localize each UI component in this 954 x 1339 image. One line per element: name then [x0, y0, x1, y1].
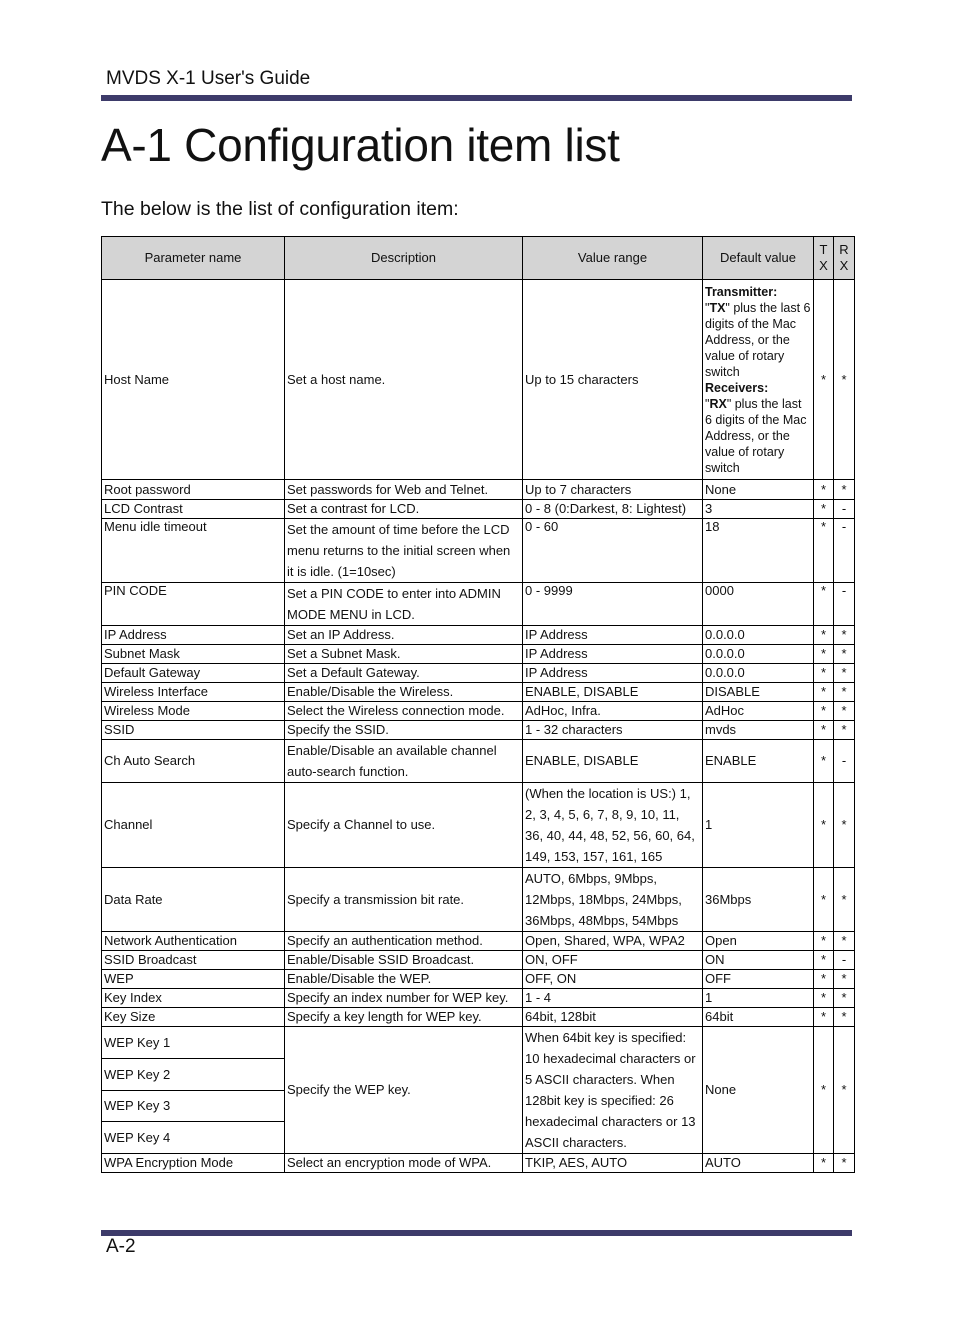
document-header-title: MVDS X-1 User's Guide [106, 68, 311, 89]
cell-rx: * [834, 868, 855, 932]
cell-param: WEP Key 3 [102, 1091, 285, 1122]
cell-default: Transmitter: "TX" plus the last 6 digits of the Mac Address, or the value of rotary switch Receivers: "RX" plus the last 6 digits of the Mac Address, or the value of rotary switch [703, 280, 814, 480]
cell-param: WEP Key 4 [102, 1122, 285, 1154]
header-parameter-name: Parameter name [102, 237, 285, 280]
cell-range: ENABLE, DISABLE [523, 683, 703, 702]
cell-tx: * [814, 932, 834, 951]
cell-param: Default Gateway [102, 664, 285, 683]
cell-default: 36Mbps [703, 868, 814, 932]
cell-tx: * [814, 645, 834, 664]
header-tx [814, 237, 834, 280]
cell-range: AdHoc, Infra. [523, 702, 703, 721]
cell-rx: * [834, 280, 855, 480]
cell-range: TKIP, AES, AUTO [523, 1154, 703, 1173]
table-row [102, 783, 855, 868]
header-value-range: Value range [523, 237, 703, 280]
cell-default: DISABLE [703, 683, 814, 702]
cell-rx: - [834, 740, 855, 783]
cell-tx: * [814, 280, 834, 480]
configuration-table [101, 236, 855, 1173]
cell-param: LCD Contrast [102, 500, 285, 519]
cell-param: WPA Encryption Mode [102, 1154, 285, 1173]
cell-desc: Set a Default Gateway. [285, 664, 523, 683]
cell-range: 1 - 32 characters [523, 721, 703, 740]
cell-range: IP Address [523, 626, 703, 645]
cell-param: Menu idle timeout [102, 519, 285, 583]
table-row [102, 951, 855, 970]
cell-rx: * [834, 989, 855, 1008]
table-row [102, 583, 855, 626]
cell-rx: - [834, 951, 855, 970]
cell-param: Channel [102, 783, 285, 868]
cell-desc: Enable/Disable the WEP. [285, 970, 523, 989]
cell-tx: * [814, 683, 834, 702]
footer-rule [101, 1230, 852, 1236]
cell-param: Key Size [102, 1008, 285, 1027]
cell-default: None [703, 1027, 814, 1154]
cell-default: 1 [703, 989, 814, 1008]
cell-param: Wireless Interface [102, 683, 285, 702]
cell-default: OFF [703, 970, 814, 989]
cell-range: 1 - 4 [523, 989, 703, 1008]
cell-default: 64bit [703, 1008, 814, 1027]
cell-rx: - [834, 583, 855, 626]
table-row [102, 721, 855, 740]
cell-desc: Set passwords for Web and Telnet. [285, 480, 523, 500]
cell-tx: * [814, 664, 834, 683]
cell-desc: Specify a key length for WEP key. [285, 1008, 523, 1027]
cell-tx: * [814, 702, 834, 721]
cell-range: 0 - 8 (0:Darkest, 8: Lightest) [523, 500, 703, 519]
cell-rx: * [834, 480, 855, 500]
table-row [102, 702, 855, 721]
cell-range: IP Address [523, 645, 703, 664]
cell-rx: * [834, 721, 855, 740]
cell-param: Network Authentication [102, 932, 285, 951]
cell-tx: * [814, 500, 834, 519]
transmitter-text: " plus the last 6 digits of the Mac Address, or the value of rotary switch [705, 300, 811, 379]
intro-text: The below is the list of configuration item: [101, 198, 459, 220]
table-row [102, 970, 855, 989]
cell-tx: * [814, 783, 834, 868]
cell-desc: Specify a transmission bit rate. [285, 868, 523, 932]
cell-tx: * [814, 721, 834, 740]
table-row [102, 519, 855, 583]
header-tx-letter-t: T [819, 242, 828, 258]
cell-rx: * [834, 783, 855, 868]
cell-default: AUTO [703, 1154, 814, 1173]
cell-param: Ch Auto Search [102, 740, 285, 783]
cell-tx: * [814, 480, 834, 500]
cell-default: 0.0.0.0 [703, 626, 814, 645]
cell-param: Host Name [102, 280, 285, 480]
table-rows [102, 480, 855, 1027]
header-rule [101, 95, 852, 101]
table-row [102, 683, 855, 702]
cell-param: SSID Broadcast [102, 951, 285, 970]
cell-desc: Set a PIN CODE to enter into ADMIN MODE MENU in LCD. [285, 583, 523, 626]
cell-tx: * [814, 583, 834, 626]
cell-tx: * [814, 1027, 834, 1154]
cell-tx: * [814, 626, 834, 645]
table-row [102, 664, 855, 683]
header-rx [834, 237, 855, 280]
cell-param: Data Rate [102, 868, 285, 932]
cell-tx: * [814, 868, 834, 932]
header-rx-letter-r: R [839, 242, 849, 258]
table-row [102, 932, 855, 951]
table-row [102, 1154, 855, 1173]
cell-desc: Enable/Disable SSID Broadcast. [285, 951, 523, 970]
cell-default: AdHoc [703, 702, 814, 721]
cell-param: Key Index [102, 989, 285, 1008]
cell-desc: Specify the WEP key. [285, 1027, 523, 1154]
cell-range: ENABLE, DISABLE [523, 740, 703, 783]
cell-tx: * [814, 989, 834, 1008]
cell-range: (When the location is US:) 1, 2, 3, 4, 5, 6, 7, 8, 9, 10, 11, 36, 40, 44, 48, 52, 56, 60, 64, 149, 153, 157, 161, 165 [523, 783, 703, 868]
cell-range: ON, OFF [523, 951, 703, 970]
cell-range: IP Address [523, 664, 703, 683]
cell-desc: Set a Subnet Mask. [285, 645, 523, 664]
cell-rx: * [834, 932, 855, 951]
cell-rx: * [834, 1008, 855, 1027]
cell-range: When 64bit key is specified: 10 hexadecimal characters or 5 ASCII characters. When 128bit key is specified: 26 hexadecimal characters or 13 ASCII characters. [523, 1027, 703, 1154]
table-row [102, 1008, 855, 1027]
cell-range: 0 - 9999 [523, 583, 703, 626]
cell-rx: * [834, 1154, 855, 1173]
cell-param: WEP Key 1 [102, 1027, 285, 1059]
tx-prefix: TX [709, 300, 726, 315]
table-header-row [102, 237, 855, 280]
cell-tx: * [814, 1008, 834, 1027]
rx-prefix: RX [709, 396, 727, 411]
cell-default: ON [703, 951, 814, 970]
cell-desc: Set a host name. [285, 280, 523, 480]
cell-default: mvds [703, 721, 814, 740]
cell-range: 0 - 60 [523, 519, 703, 583]
cell-range: Up to 15 characters [523, 280, 703, 480]
cell-rx: * [834, 702, 855, 721]
page-title: A-1 Configuration item list [101, 119, 620, 171]
cell-tx: * [814, 1154, 834, 1173]
cell-desc: Enable/Disable an available channel auto-search function. [285, 740, 523, 783]
cell-range: 64bit, 128bit [523, 1008, 703, 1027]
table-row [102, 626, 855, 645]
receivers-label: Receivers: [705, 380, 769, 395]
cell-desc: Enable/Disable the Wireless. [285, 683, 523, 702]
cell-default: 3 [703, 500, 814, 519]
header-default-value: Default value [703, 237, 814, 280]
table-row [102, 989, 855, 1008]
cell-desc: Specify the SSID. [285, 721, 523, 740]
cell-desc: Specify an index number for WEP key. [285, 989, 523, 1008]
receivers-text: " plus the last 6 digits of the Mac Address, or the value of rotary switch [705, 396, 807, 475]
cell-param: Wireless Mode [102, 702, 285, 721]
cell-range: Open, Shared, WPA, WPA2 [523, 932, 703, 951]
header-tx-letter-x: X [819, 258, 828, 273]
cell-desc: Set a contrast for LCD. [285, 500, 523, 519]
cell-tx: * [814, 951, 834, 970]
page-number: A-2 [106, 1236, 136, 1257]
cell-desc: Specify an authentication method. [285, 932, 523, 951]
table-row [102, 645, 855, 664]
cell-param: IP Address [102, 626, 285, 645]
cell-param: WEP Key 2 [102, 1059, 285, 1091]
cell-rx: * [834, 970, 855, 989]
transmitter-label: Transmitter: [705, 284, 778, 299]
cell-desc: Specify a Channel to use. [285, 783, 523, 868]
cell-desc: Select the Wireless connection mode. [285, 702, 523, 721]
cell-tx: * [814, 970, 834, 989]
cell-rx: * [834, 664, 855, 683]
cell-range: Up to 7 characters [523, 480, 703, 500]
cell-tx: * [814, 740, 834, 783]
cell-range: AUTO, 6Mbps, 9Mbps, 12Mbps, 18Mbps, 24Mbps, 36Mbps, 48Mbps, 54Mbps [523, 868, 703, 932]
cell-rx: * [834, 626, 855, 645]
cell-default: 18 [703, 519, 814, 583]
cell-rx: * [834, 645, 855, 664]
cell-param: WEP [102, 970, 285, 989]
cell-param: PIN CODE [102, 583, 285, 626]
cell-rx: - [834, 519, 855, 583]
cell-default: 1 [703, 783, 814, 868]
cell-desc: Select an encryption mode of WPA. [285, 1154, 523, 1173]
cell-default: 0000 [703, 583, 814, 626]
cell-default: 0.0.0.0 [703, 664, 814, 683]
cell-param: SSID [102, 721, 285, 740]
cell-rx: * [834, 1027, 855, 1154]
cell-default: None [703, 480, 814, 500]
cell-default: 0.0.0.0 [703, 645, 814, 664]
header-rx-letter-x: X [839, 258, 849, 273]
table-row [102, 1027, 855, 1059]
header-description: Description [285, 237, 523, 280]
cell-default: ENABLE [703, 740, 814, 783]
cell-rx: * [834, 683, 855, 702]
cell-param: Subnet Mask [102, 645, 285, 664]
cell-default: Open [703, 932, 814, 951]
table-row [102, 500, 855, 519]
cell-range: OFF, ON [523, 970, 703, 989]
cell-tx: * [814, 519, 834, 583]
table-row [102, 868, 855, 932]
cell-desc: Set an IP Address. [285, 626, 523, 645]
table-row [102, 740, 855, 783]
table-row [102, 480, 855, 500]
cell-rx: - [834, 500, 855, 519]
cell-param: Root password [102, 480, 285, 500]
cell-desc: Set the amount of time before the LCD menu returns to the initial screen when it is idle. (1=10sec) [285, 519, 523, 583]
table-row [102, 280, 855, 480]
